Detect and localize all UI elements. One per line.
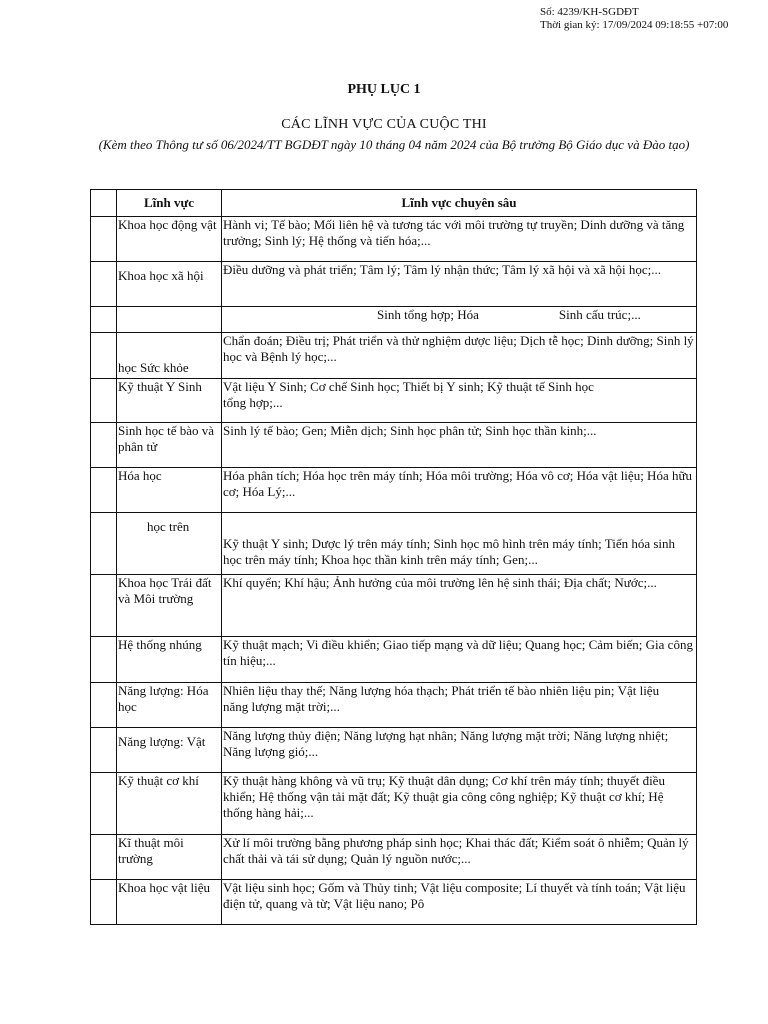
- column-header-detail: Lĩnh vực chuyên sâu: [222, 190, 697, 217]
- table-row: [91, 262, 697, 307]
- signature-stamp: [540, 6, 728, 32]
- table-row: [91, 379, 697, 423]
- table-row: [91, 683, 697, 728]
- field-cell: Năng lượng: Hóa học: [117, 683, 222, 728]
- doc-number: Số: 4239/KH-SGDĐT: [540, 6, 639, 18]
- row-index-cell: [91, 773, 117, 835]
- table-row: [91, 728, 697, 773]
- table-row: [91, 575, 697, 637]
- page-heading: CÁC LĨNH VỰC CỦA CUỘC THI: [281, 117, 487, 132]
- table-row: [91, 637, 697, 683]
- row-index-cell: [91, 333, 117, 379]
- detail-part-a: Sinh tổng hợp; Hóa: [377, 307, 479, 322]
- field-cell: Hóa học: [117, 468, 222, 513]
- row-index-cell: [91, 217, 117, 262]
- field-cell: Sinh học tế bào và phân tử: [117, 423, 222, 468]
- detail-cell: Kỹ thuật hàng không và vũ trụ; Kỹ thuật dân dụng; Cơ khí trên máy tính; thuyết điều khiển; Hệ thống vận tải mặt đất; Kỹ thuật gia công công nghiệp; Kỹ thuật cơ khí; Hệ thống hàng hải;...: [222, 773, 697, 835]
- sign-time: Thời gian ký: 17/09/2024 09:18:55 +07:00: [540, 19, 729, 31]
- detail-cell: Năng lượng thủy điện; Năng lượng hạt nhân; Năng lượng mặt trời; Năng lượng nhiệt; Năng lượng gió;...: [222, 728, 697, 773]
- detail-cell: Hóa phân tích; Hóa học trên máy tính; Hóa môi trường; Hóa vô cơ; Hóa vật liệu; Hóa hữu cơ; Hóa Lý;...: [222, 468, 697, 513]
- column-header-field: Lĩnh vực: [117, 190, 222, 217]
- field-cell: Khoa học Trái đất và Môi trường: [117, 575, 222, 637]
- table-row: [91, 217, 697, 262]
- table-row: [91, 835, 697, 880]
- row-index-cell: [91, 307, 117, 333]
- page-subtitle: (Kèm theo Thông tư số 06/2024/TT BGDĐT ngày 10 tháng 04 năm 2024 của Bộ trưởng Bộ Giáo dục và Đào tạo): [98, 137, 690, 152]
- row-index-cell: [91, 513, 117, 575]
- detail-cell: Kỹ thuật Y sinh; Dược lý trên máy tính; Sinh học mô hình trên máy tính; Tiến hóa sinh học trên máy tính; Khoa học thần kinh trên máy tính; Gen;...: [222, 513, 697, 575]
- field-cell: Năng lượng: Vật: [117, 728, 222, 773]
- row-index-cell: [91, 683, 117, 728]
- field-cell: [117, 307, 222, 333]
- field-cell: học trên: [117, 513, 222, 575]
- field-cell: Khoa học động vật: [117, 217, 222, 262]
- table-row: [91, 773, 697, 835]
- row-index-cell: [91, 423, 117, 468]
- row-index-cell: [91, 835, 117, 880]
- table-row: [91, 468, 697, 513]
- field-cell: Kĩ thuật môi trường: [117, 835, 222, 880]
- row-index-cell: [91, 637, 117, 683]
- detail-cell: Nhiên liệu thay thế; Năng lượng hóa thạch; Phát triển tế bào nhiên liệu pin; Vật liệu năng lượng mặt trời;...: [222, 683, 697, 728]
- field-cell: Kỹ thuật Y Sinh: [117, 379, 222, 423]
- field-cell: Hệ thống nhúng: [117, 637, 222, 683]
- fields-table: [90, 189, 697, 925]
- detail-cell: Sinh lý tế bào; Gen; Miễn dịch; Sinh học phân tử; Sinh học thần kinh;...: [222, 423, 697, 468]
- table-header-row: [91, 190, 697, 217]
- table-row: [91, 513, 697, 575]
- detail-part-b: Sinh cấu trúc;...: [558, 307, 641, 322]
- detail-cell: Vật liệu Y Sinh; Cơ chế Sinh học; Thiết bị Y sinh; Kỹ thuật tế Sinh học tổng hợp;...: [222, 379, 697, 423]
- detail-cell: Khí quyển; Khí hậu; Ảnh hưởng của môi trường lên hệ sinh thái; Địa chất; Nước;...: [222, 575, 697, 637]
- row-index-cell: [91, 575, 117, 637]
- detail-cell: Xử lí môi trường bằng phương pháp sinh học; Khai thác đất; Kiểm soát ô nhiễm; Quản lý chất thải và tái sử dụng; Quản lý nguồn nước;...: [222, 835, 697, 880]
- row-index-cell: [91, 728, 117, 773]
- field-cell: Khoa học vật liệu: [117, 880, 222, 925]
- row-index-cell: [91, 262, 117, 307]
- appendix-title: PHỤ LỤC 1: [347, 82, 421, 97]
- detail-cell: Hành vi; Tế bào; Mối liên hệ và tương tác với môi trường tự truyền; Dinh dưỡng và tăng trưởng; Sinh lý; Hệ thống và tiến hóa;...: [222, 217, 697, 262]
- table-row: [91, 880, 697, 925]
- field-cell: Kỹ thuật cơ khí: [117, 773, 222, 835]
- column-header-index: [91, 190, 117, 217]
- field-cell: học Sức khỏe: [117, 333, 222, 379]
- detail-cell: Chẩn đoán; Điều trị; Phát triển và thử nghiệm dược liệu; Dịch tễ học; Dinh dưỡng; Sinh lý học và Bệnh lý học;...: [222, 333, 697, 379]
- table-row: [91, 307, 697, 333]
- row-index-cell: [91, 468, 117, 513]
- field-cell: Khoa học xã hội: [117, 262, 222, 307]
- row-index-cell: [91, 379, 117, 423]
- detail-cell: Vật liệu sinh học; Gốm và Thủy tinh; Vật liệu composite; Lí thuyết và tính toán; Vật liệu điện tử, quang và từ; Vật liệu nano; Pô: [222, 880, 697, 925]
- detail-cell: Kỹ thuật mạch; Vi điều khiển; Giao tiếp mạng và dữ liệu; Quang học; Cảm biến; Gia công tín hiệu;...: [222, 637, 697, 683]
- table-row: [91, 333, 697, 379]
- detail-cell: Điều dưỡng và phát triển; Tâm lý; Tâm lý nhận thức; Tâm lý xã hội và xã hội học;...: [222, 262, 697, 307]
- row-index-cell: [91, 880, 117, 925]
- detail-cell: [222, 307, 697, 333]
- table-row: [91, 423, 697, 468]
